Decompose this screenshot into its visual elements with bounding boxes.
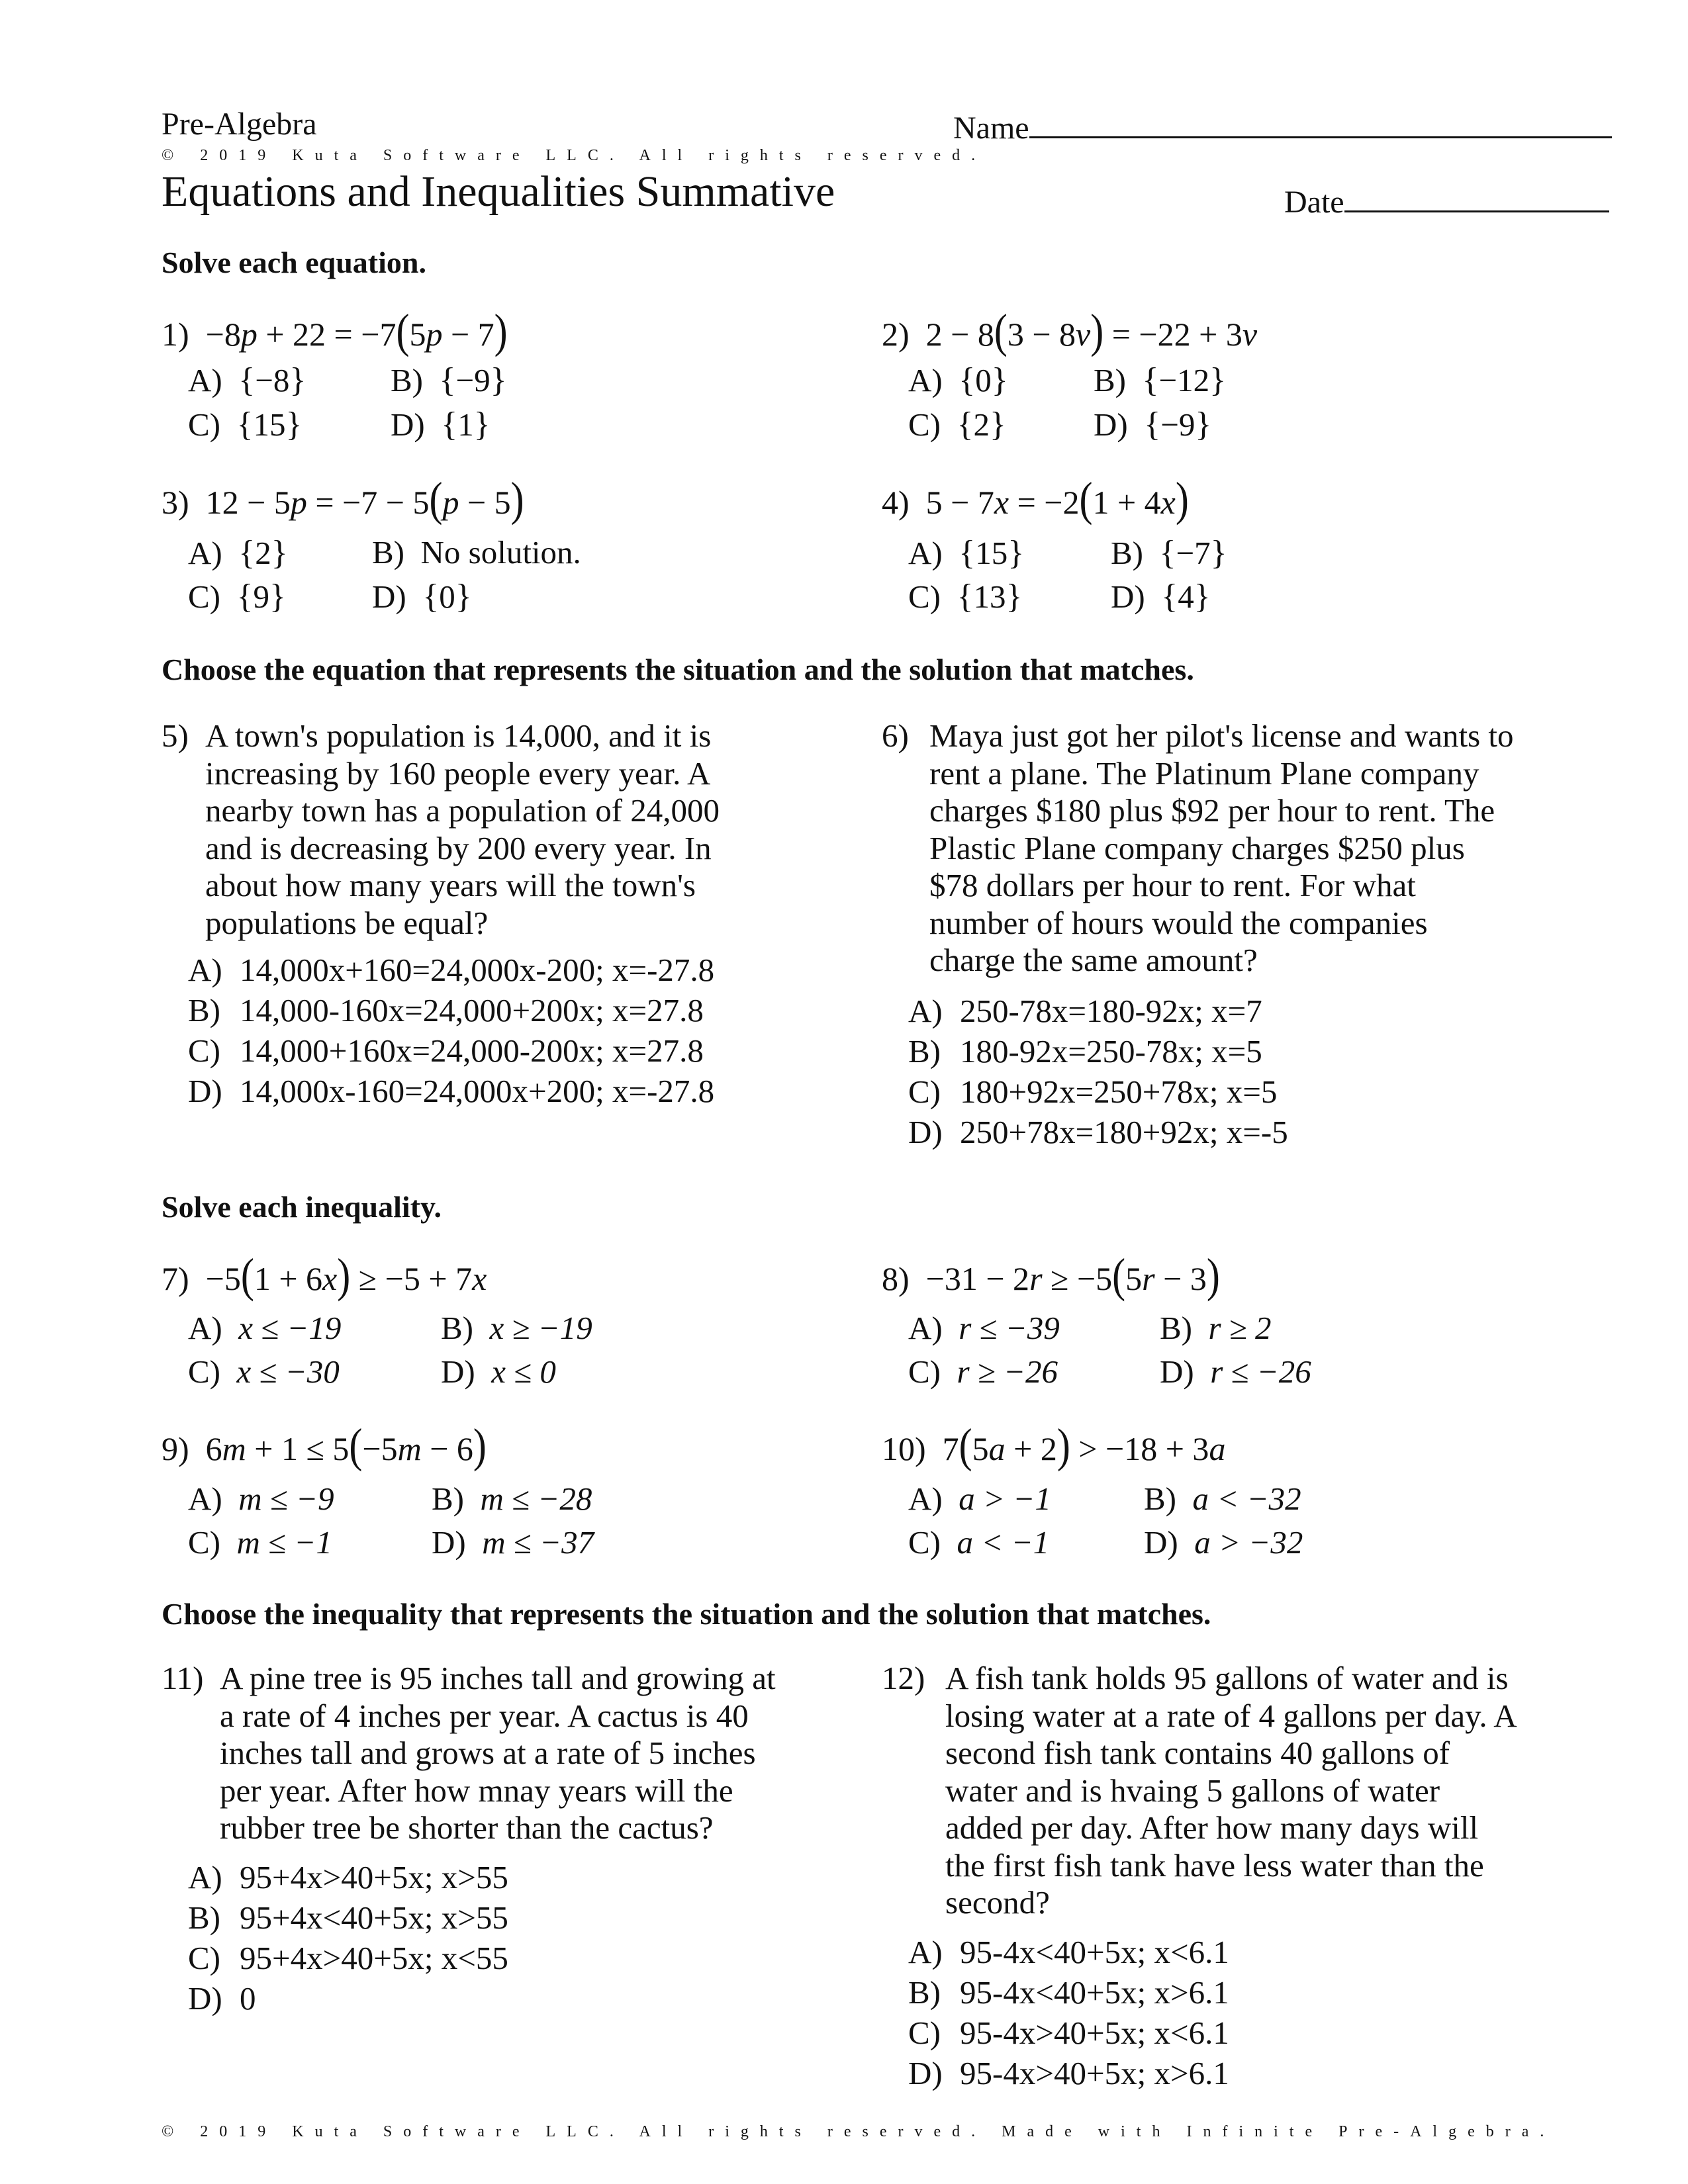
problem-11-text: A pine tree is 95 inches tall and growing at a rate of 4 inches per year. A cactus is 40 inches tall and grows at a rate of 5 inches per year. After how mnay years will the rubber tree be shorter than the cactus? — [220, 1660, 776, 1846]
problem-number: 2) — [882, 316, 910, 353]
problem-9-option-b[interactable]: B) m ≤ −28 — [432, 1480, 592, 1517]
problem-7-option-a[interactable]: A) x ≤ −19 — [188, 1310, 342, 1346]
section-heading-inequality-situations: Choose the inequality that represents the situation and the solution that matches. — [162, 1597, 1211, 1631]
footer-copyright: © 2019 Kuta Software LLC. All rights reserved. Made with Infinite Pre-Algebra. — [162, 2123, 1556, 2140]
problem-4-option-c[interactable]: C) {13} — [908, 578, 1023, 615]
section-heading-equation-situations: Choose the equation that represents the situation and the solution that matches. — [162, 653, 1194, 686]
problem-5-options — [188, 950, 714, 1111]
problem-12-option-a[interactable]: A) 95-4x<40+5x; x<6.1 — [908, 1934, 1229, 1970]
problem-4-option-d[interactable]: D) {4} — [1111, 578, 1211, 615]
problem-1-option-d[interactable]: D) {1} — [391, 406, 491, 443]
problem-9-inequality: 9) 6m + 1 ≤ 5(−5m − 6) — [162, 1419, 487, 1472]
problem-5-option-c[interactable]: C) 14,000+160x=24,000-200x; x=27.8 — [188, 1032, 704, 1069]
problem-10-option-a[interactable]: A) a > −1 — [908, 1480, 1051, 1517]
problem-11-option-c[interactable]: C) 95+4x>40+5x; x<55 — [188, 1940, 508, 1976]
problem-number: 11) — [162, 1660, 204, 1696]
problem-2-option-a[interactable]: A) {0} — [908, 361, 1008, 399]
problem-3-option-d[interactable]: D) {0} — [372, 578, 472, 615]
copyright-top: © 2019 Kuta Software LLC. All rights reserved. — [162, 147, 987, 164]
problem-number: 3) — [162, 484, 189, 521]
problem-8-option-d[interactable]: D) r ≤ −26 — [1160, 1353, 1311, 1390]
problem-1-option-a[interactable]: A) {−8} — [188, 361, 306, 399]
name-field[interactable] — [953, 106, 1612, 146]
problem-number: 4) — [882, 484, 910, 521]
problem-8-option-a[interactable]: A) r ≤ −39 — [908, 1310, 1060, 1346]
section-heading-inequalities: Solve each inequality. — [162, 1190, 442, 1224]
problem-1-option-c[interactable]: C) {15} — [188, 406, 303, 443]
problem-6-question — [882, 717, 1517, 979]
problem-6-text: Maya just got her pilot's license and wants to rent a plane. The Platinum Plane company charges $180 plus $92 per hour to rent. The Plastic Plane company charges $250 plus $78 dollars per hour to rent. For what number of hours would the companies charge the same amount? — [929, 717, 1514, 978]
problem-3-option-c[interactable]: C) {9} — [188, 578, 286, 615]
section-heading-equations: Solve each equation. — [162, 246, 426, 279]
problem-5-option-d[interactable]: D) 14,000x-160=24,000x+200; x=-27.8 — [188, 1073, 715, 1109]
problem-11-option-b[interactable]: B) 95+4x<40+5x; x>55 — [188, 1899, 508, 1936]
problem-3-option-b[interactable]: B) No solution. — [372, 534, 581, 570]
problem-5-option-a[interactable]: A) 14,000x+160=24,000x-200; x=-27.8 — [188, 952, 715, 988]
date-label: Date — [1284, 185, 1344, 220]
page-title: Equations and Inequalities Summative — [162, 167, 835, 216]
problem-11-question — [162, 1660, 797, 1847]
problem-number: 10) — [882, 1430, 926, 1467]
problem-9-option-d[interactable]: D) m ≤ −37 — [432, 1524, 594, 1561]
problem-3-option-a[interactable]: A) {2} — [188, 534, 288, 572]
name-label: Name — [953, 111, 1029, 146]
problem-number: 8) — [882, 1260, 910, 1297]
problem-1-option-b[interactable]: B) {−9} — [391, 361, 507, 399]
problem-8-inequality: 8) −31 − 2r ≥ −5(5r − 3) — [882, 1249, 1220, 1302]
problem-2-option-b[interactable]: B) {−12} — [1094, 361, 1227, 399]
problem-number: 7) — [162, 1260, 189, 1297]
problem-4-option-a[interactable]: A) {15} — [908, 534, 1025, 572]
problem-1-equation: 1) −8p + 22 = −7(5p − 7) — [162, 304, 508, 357]
problem-7-option-b[interactable]: B) x ≥ −19 — [441, 1310, 592, 1346]
problem-12-options — [908, 1932, 1229, 2093]
problem-9-option-a[interactable]: A) m ≤ −9 — [188, 1480, 334, 1517]
problem-11-options — [188, 1857, 508, 2019]
problem-12-question — [882, 1660, 1517, 1922]
problem-12-option-c[interactable]: C) 95-4x>40+5x; x<6.1 — [908, 2015, 1229, 2051]
problem-7-option-d[interactable]: D) x ≤ 0 — [441, 1353, 556, 1390]
problem-12-text: A fish tank holds 95 gallons of water and is losing water at a rate of 4 gallons per day. A second fish tank contains 40 gallons of water and is hvaing 5 gallons of water added per day. After how many days will the first fish tank have less water than the second? — [945, 1660, 1515, 1921]
problem-4-option-b[interactable]: B) {−7} — [1111, 534, 1227, 572]
problem-6-option-a[interactable]: A) 250-78x=180-92x; x=7 — [908, 993, 1262, 1029]
problem-6-option-b[interactable]: B) 180-92x=250-78x; x=5 — [908, 1033, 1262, 1069]
problem-10-option-c[interactable]: C) a < −1 — [908, 1524, 1050, 1561]
problem-8-option-c[interactable]: C) r ≥ −26 — [908, 1353, 1058, 1390]
problem-number: 5) — [162, 717, 189, 754]
problem-6-option-c[interactable]: C) 180+92x=250+78x; x=5 — [908, 1073, 1278, 1110]
problem-8-option-b[interactable]: B) r ≥ 2 — [1160, 1310, 1272, 1346]
problem-12-option-b[interactable]: B) 95-4x<40+5x; x>6.1 — [908, 1974, 1229, 2011]
problem-10-inequality: 10) 7(5a + 2) > −18 + 3a — [882, 1419, 1226, 1472]
problem-5-question — [162, 717, 731, 942]
problem-2-equation: 2) 2 − 8(3 − 8v) = −22 + 3v — [882, 304, 1258, 357]
problem-5-text: A town's population is 14,000, and it is increasing by 160 people every year. A nearby town has a population of 24,000 and is decreasing by 200 every year. In about how many years will the town's populations be equal? — [205, 717, 720, 941]
date-blank[interactable] — [1344, 180, 1609, 212]
problem-6-options — [908, 991, 1288, 1152]
problem-number: 6) — [882, 717, 909, 754]
problem-2-option-d[interactable]: D) {−9} — [1094, 406, 1212, 443]
problem-7-inequality: 7) −5(1 + 6x) ≥ −5 + 7x — [162, 1249, 487, 1302]
name-blank[interactable] — [1029, 106, 1612, 138]
problem-11-option-d[interactable]: D) 0 — [188, 1980, 256, 2017]
problem-2-option-c[interactable]: C) {2} — [908, 406, 1006, 443]
problem-10-option-d[interactable]: D) a > −32 — [1144, 1524, 1303, 1561]
problem-9-option-c[interactable]: C) m ≤ −1 — [188, 1524, 332, 1561]
problem-6-option-d[interactable]: D) 250+78x=180+92x; x=-5 — [908, 1114, 1288, 1150]
course-name: Pre-Algebra — [162, 107, 317, 142]
date-field[interactable] — [1284, 180, 1609, 220]
problem-4-equation: 4) 5 − 7x = −2(1 + 4x) — [882, 473, 1189, 525]
problem-number: 9) — [162, 1430, 189, 1467]
problem-7-option-c[interactable]: C) x ≤ −30 — [188, 1353, 340, 1390]
problem-12-option-d[interactable]: D) 95-4x>40+5x; x>6.1 — [908, 2055, 1229, 2091]
problem-3-equation: 3) 12 − 5p = −7 − 5(p − 5) — [162, 473, 524, 525]
problem-11-option-a[interactable]: A) 95+4x>40+5x; x>55 — [188, 1859, 508, 1895]
problem-number: 1) — [162, 316, 189, 353]
problem-5-option-b[interactable]: B) 14,000-160x=24,000+200x; x=27.8 — [188, 992, 704, 1028]
problem-number: 12) — [882, 1660, 925, 1696]
problem-10-option-b[interactable]: B) a < −32 — [1144, 1480, 1301, 1517]
